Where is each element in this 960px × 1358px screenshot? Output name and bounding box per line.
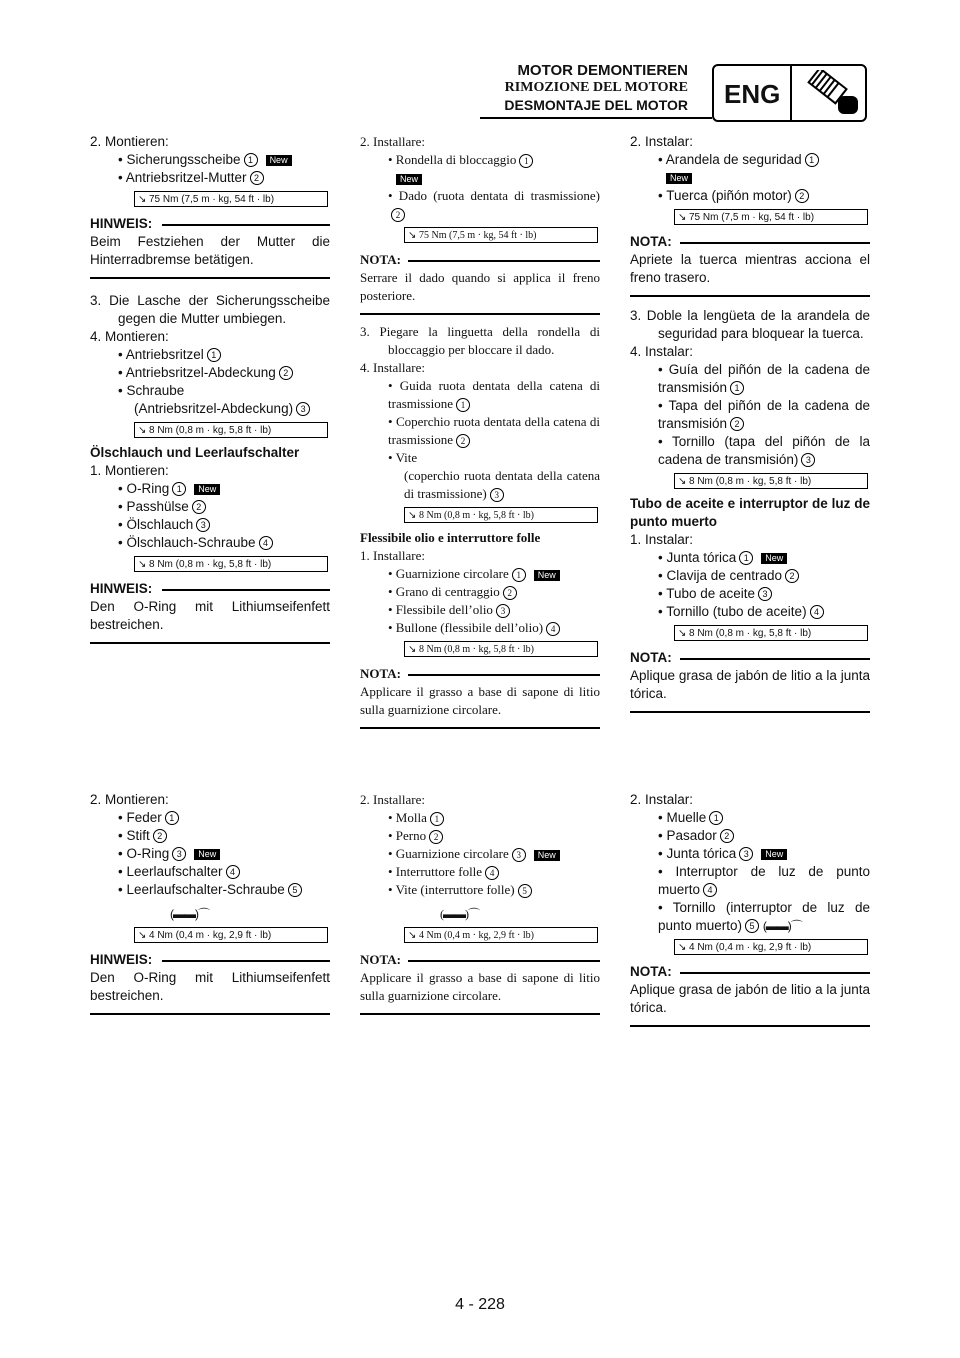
- new-badge: New: [761, 849, 787, 860]
- wrench-icon: ↘: [678, 476, 687, 487]
- section-tab-divider: [790, 66, 792, 120]
- callout-number: 2: [429, 830, 443, 844]
- de-item: • O-Ring 1 New: [90, 480, 330, 498]
- callout-number: 2: [785, 569, 799, 583]
- es-item: • Guía del piñón de la cadena de transmisión 1: [658, 362, 870, 395]
- callout-number: 1: [805, 153, 819, 167]
- grease-icon: (▬▬)⌒: [440, 907, 479, 921]
- es-item: • Junta tórica 1 New: [630, 549, 870, 567]
- torque-spec: ↘ 75 Nm (7,5 m · kg, 54 ft · lb): [404, 227, 598, 243]
- torque-spec: ↘ 8 Nm (0,8 m · kg, 5,8 ft · lb): [134, 556, 328, 572]
- note-end-rule: [90, 642, 330, 644]
- de-item: • Leerlaufschalter-Schraube 5: [90, 881, 330, 899]
- callout-number: 3: [172, 847, 186, 861]
- it-item: • Vite: [388, 450, 418, 465]
- de-item: • Sicherungsscheibe 1 New: [90, 151, 330, 169]
- callout-number: 1: [456, 398, 470, 412]
- callout-number: 4: [485, 866, 499, 880]
- callout-number: 1: [207, 348, 221, 362]
- note-title: NOTA:: [630, 963, 870, 981]
- column-de-3: [90, 791, 330, 1015]
- new-badge: New: [266, 155, 292, 166]
- it-item: • Guarnizione circolare 1 New: [360, 565, 600, 583]
- callout-number: 2: [391, 208, 405, 222]
- callout-number: 5: [288, 883, 302, 897]
- note-end-rule: [630, 711, 870, 713]
- callout-number: 1: [709, 811, 723, 825]
- callout-number: 5: [518, 884, 532, 898]
- torque-spec: ↘ 8 Nm (0,8 m · kg, 5,8 ft · lb): [674, 473, 868, 489]
- wrench-icon: ↘: [678, 628, 687, 639]
- callout-number: 2: [456, 434, 470, 448]
- es-item: • Tornillo (interruptor de luz de punto muerto) 5 (▬▬)⌒: [658, 900, 870, 933]
- callout-number: 3: [512, 848, 526, 862]
- it-step: 4. Installare:: [360, 360, 425, 375]
- note-end-rule: [360, 727, 600, 729]
- it-step: 1. Installare:: [360, 548, 425, 563]
- section-heading: Flessibile olio e interruttore folle: [360, 530, 541, 545]
- es-step: 1. Instalar:: [630, 532, 694, 547]
- es-step: 4. Instalar:: [630, 344, 694, 359]
- new-badge: New: [194, 849, 220, 860]
- wrench-icon: ↘: [408, 644, 417, 655]
- note-title: HINWEIS:: [90, 951, 330, 969]
- callout-number: 4: [546, 622, 560, 636]
- callout-number: 2: [720, 829, 734, 843]
- it-item: • Molla 1: [360, 809, 600, 827]
- callout-number: 1: [739, 551, 753, 565]
- new-badge: New: [396, 174, 422, 185]
- note-title: NOTA:: [360, 665, 600, 683]
- torque-spec: ↘ 75 Nm (7,5 m · kg, 54 ft · lb): [674, 209, 868, 225]
- column-es-3: [630, 791, 870, 1027]
- callout-number: 2: [192, 500, 206, 514]
- wrench-icon: ↘: [408, 230, 417, 241]
- wrench-icon: ↘: [408, 930, 417, 941]
- note-text: Aplique grasa de jabón de litio a la junta tórica.: [630, 668, 870, 701]
- header-title-de: MOTOR DEMONTIEREN: [517, 62, 688, 79]
- header-title-it: RIMOZIONE DEL MOTORE: [504, 80, 688, 95]
- wrench-icon: ↘: [138, 425, 147, 436]
- it-item: • Bullone (flessibile dell’olio) 4: [360, 619, 600, 637]
- de-item: • Antriebsritzel-Abdeckung 2: [90, 364, 330, 382]
- es-item: • Tuerca (piñón motor) 2: [630, 187, 870, 205]
- de-item: • Stift 2: [90, 827, 330, 845]
- it-item: • Interruttore folle 4: [360, 863, 600, 881]
- section-heading: Ölschlauch und Leerlaufschalter: [90, 445, 300, 460]
- callout-number: 3: [196, 518, 210, 532]
- note-title: HINWEIS:: [90, 215, 330, 233]
- new-badge: New: [534, 850, 560, 861]
- torque-spec: ↘ 8 Nm (0,8 m · kg, 5,8 ft · lb): [404, 507, 598, 523]
- callout-number: 3: [758, 587, 772, 601]
- wrench-icon: ↘: [678, 212, 687, 223]
- note-text: Applicare il grasso a base di sapone di litio sulla guarnizione circolare.: [360, 970, 600, 1003]
- note-end-rule: [90, 277, 330, 279]
- it-item: • Vite (interruttore folle) 5: [360, 881, 600, 899]
- callout-number: 3: [296, 402, 310, 416]
- it-item: • Guarnizione circolare 3 New: [360, 845, 600, 863]
- callout-number: 2: [153, 829, 167, 843]
- callout-number: 3: [801, 453, 815, 467]
- note-end-rule: [630, 295, 870, 297]
- es-item: • Tornillo (tapa del piñón de la cadena de transmisión) 3: [658, 434, 870, 467]
- new-badge: New: [666, 173, 692, 184]
- it-item: • Dado (ruota dentata di trasmissione)2: [388, 188, 600, 221]
- note-title: NOTA:: [360, 951, 600, 969]
- note-end-rule: [90, 1013, 330, 1015]
- es-item: • Pasador 2: [630, 827, 870, 845]
- torque-spec: ↘ 4 Nm (0,4 m · kg, 2,9 ft · lb): [674, 939, 868, 955]
- section-tab-label: ENG: [724, 79, 781, 109]
- callout-number: 1: [730, 381, 744, 395]
- es-step: 2. Instalar:: [630, 792, 694, 807]
- es-item: • Muelle 1: [630, 809, 870, 827]
- es-step: 3. Doble la lengüeta de la arandela de seguridad para bloquear la tuerca.: [630, 308, 870, 341]
- section-tab: [712, 64, 867, 122]
- callout-number: 1: [430, 812, 444, 826]
- callout-number: 2: [250, 171, 264, 185]
- grease-icon: (▬▬)⌒: [762, 919, 802, 933]
- wrench-icon: ↘: [408, 510, 417, 521]
- de-item: • Passhülse 2: [90, 498, 330, 516]
- callout-number: 3: [739, 847, 753, 861]
- note-text: Serrare il dado quando si applica il freno posteriore.: [360, 270, 600, 303]
- es-step: 2. Instalar:: [630, 134, 694, 149]
- note-text: Den O-Ring mit Lithiumseifenfett bestreichen.: [90, 970, 330, 1003]
- it-step: 2. Installare:: [360, 792, 425, 807]
- section-heading: Tubo de aceite e interruptor de luz de punto muerto: [630, 496, 870, 529]
- it-item: • Guida ruota dentata della catena di trasmissione 1: [388, 378, 600, 411]
- header-title-es: DESMONTAJE DEL MOTOR: [504, 97, 688, 113]
- column-de: [90, 133, 330, 279]
- callout-number: 1: [165, 811, 179, 825]
- torque-spec: ↘ 8 Nm (0,8 m · kg, 5,8 ft · lb): [674, 625, 868, 641]
- wrench-icon: ↘: [138, 559, 147, 570]
- header-rule: [480, 117, 712, 119]
- de-step: 3. Die Lasche der Sicherungsscheibe gegen die Mutter umbiegen.: [90, 293, 330, 326]
- torque-spec: ↘ 4 Nm (0,4 m · kg, 2,9 ft · lb): [404, 927, 598, 943]
- de-item: • Antriebsritzel-Mutter 2: [90, 169, 330, 187]
- es-item: • Tapa del piñón de la cadena de transmisión 2: [658, 398, 870, 431]
- note-text: Beim Festziehen der Mutter die Hinterradbremse betätigen.: [90, 234, 330, 267]
- es-item: • Clavija de centrado 2: [630, 567, 870, 585]
- de-step: 4. Montieren:: [90, 329, 169, 344]
- de-item: • Schraube: [118, 383, 185, 398]
- column-es: [630, 133, 870, 713]
- callout-number: 1: [519, 154, 533, 168]
- it-item: • Flessibile dell’olio 3: [360, 601, 600, 619]
- engine-icon: [798, 70, 862, 118]
- torque-spec: ↘ 75 Nm (7,5 m · kg, 54 ft · lb): [134, 191, 328, 207]
- wrench-icon: ↘: [138, 194, 147, 205]
- new-badge: New: [194, 484, 220, 495]
- es-new-line: [630, 169, 870, 187]
- new-badge: New: [534, 570, 560, 581]
- note-text: Aplique grasa de jabón de litio a la junta tórica.: [630, 982, 870, 1015]
- de-item: • Ölschlauch 3: [90, 516, 330, 534]
- es-item: • Tornillo (tubo de aceite) 4: [630, 603, 870, 621]
- it-step: 3. Piegare la linguetta della rondella di bloccaggio per bloccare il dado.: [360, 324, 600, 357]
- es-item: • Junta tórica 3 New: [630, 845, 870, 863]
- column-it: [360, 133, 600, 729]
- it-item: • Grano di centraggio 2: [360, 583, 600, 601]
- torque-spec: ↘ 8 Nm (0,8 m · kg, 5,8 ft · lb): [134, 422, 328, 438]
- note-title: HINWEIS:: [90, 580, 330, 598]
- de-item: • O-Ring 3 New: [90, 845, 330, 863]
- it-new-line: [360, 169, 600, 187]
- page-number: 4 - 228: [455, 1296, 505, 1313]
- de-step: 2. Montieren:: [90, 134, 169, 149]
- callout-number: 1: [172, 482, 186, 496]
- de-item: • Ölschlauch-Schraube 4: [90, 534, 330, 552]
- grease-icon: (▬▬)⌒: [170, 907, 209, 921]
- callout-number: 2: [279, 366, 293, 380]
- torque-spec: ↘ 4 Nm (0,4 m · kg, 2,9 ft · lb): [134, 927, 328, 943]
- callout-number: 2: [503, 586, 517, 600]
- de-item: • Antriebsritzel 1: [90, 346, 330, 364]
- callout-number: 3: [496, 604, 510, 618]
- es-item: • Arandela de seguridad 1: [630, 151, 870, 169]
- de-item: • Leerlaufschalter 4: [90, 863, 330, 881]
- callout-number: 4: [226, 865, 240, 879]
- callout-number: 1: [512, 568, 526, 582]
- callout-number: 5: [745, 919, 759, 933]
- note-title: NOTA:: [630, 233, 870, 251]
- callout-number: 4: [810, 605, 824, 619]
- callout-number: 2: [795, 189, 809, 203]
- column-de-2: [90, 292, 330, 644]
- it-item: • Perno 2: [360, 827, 600, 845]
- callout-number: 4: [259, 536, 273, 550]
- it-step: 2. Installare:: [360, 134, 425, 149]
- wrench-icon: ↘: [678, 942, 687, 953]
- it-item-cont: (coperchio ruota dentata della catena di trasmissione) 3: [404, 468, 600, 501]
- note-title: NOTA:: [360, 251, 600, 269]
- de-step: 2. Montieren:: [90, 792, 169, 807]
- note-text: Applicare il grasso a base di sapone di litio sulla guarnizione circolare.: [360, 684, 600, 717]
- torque-spec: ↘ 8 Nm (0,8 m · kg, 5,8 ft · lb): [404, 641, 598, 657]
- note-end-rule: [630, 1025, 870, 1027]
- new-badge: New: [761, 553, 787, 564]
- de-item: • Feder 1: [90, 809, 330, 827]
- note-end-rule: [360, 1013, 600, 1015]
- es-item: • Interruptor de luz de punto muerto 4: [658, 864, 870, 897]
- de-item-cont: (Antriebsritzel-Abdeckung) 3: [90, 400, 330, 418]
- callout-number: 3: [490, 488, 504, 502]
- note-title: NOTA:: [630, 649, 870, 667]
- it-item: • Coperchio ruota dentata della catena di trasmissione 2: [388, 414, 600, 447]
- callout-number: 4: [703, 883, 717, 897]
- it-item: • Rondella di bloccaggio 1: [360, 151, 600, 169]
- de-step: 1. Montieren:: [90, 463, 169, 478]
- note-text: Den O-Ring mit Lithiumseifenfett bestreichen.: [90, 599, 330, 632]
- callout-number: 2: [730, 417, 744, 431]
- column-it-3: [360, 791, 600, 1015]
- note-text: Apriete la tuerca mientras acciona el freno trasero.: [630, 252, 870, 285]
- note-end-rule: [360, 313, 600, 315]
- wrench-icon: ↘: [138, 930, 147, 941]
- es-item: • Tubo de aceite 3: [630, 585, 870, 603]
- callout-number: 1: [244, 153, 258, 167]
